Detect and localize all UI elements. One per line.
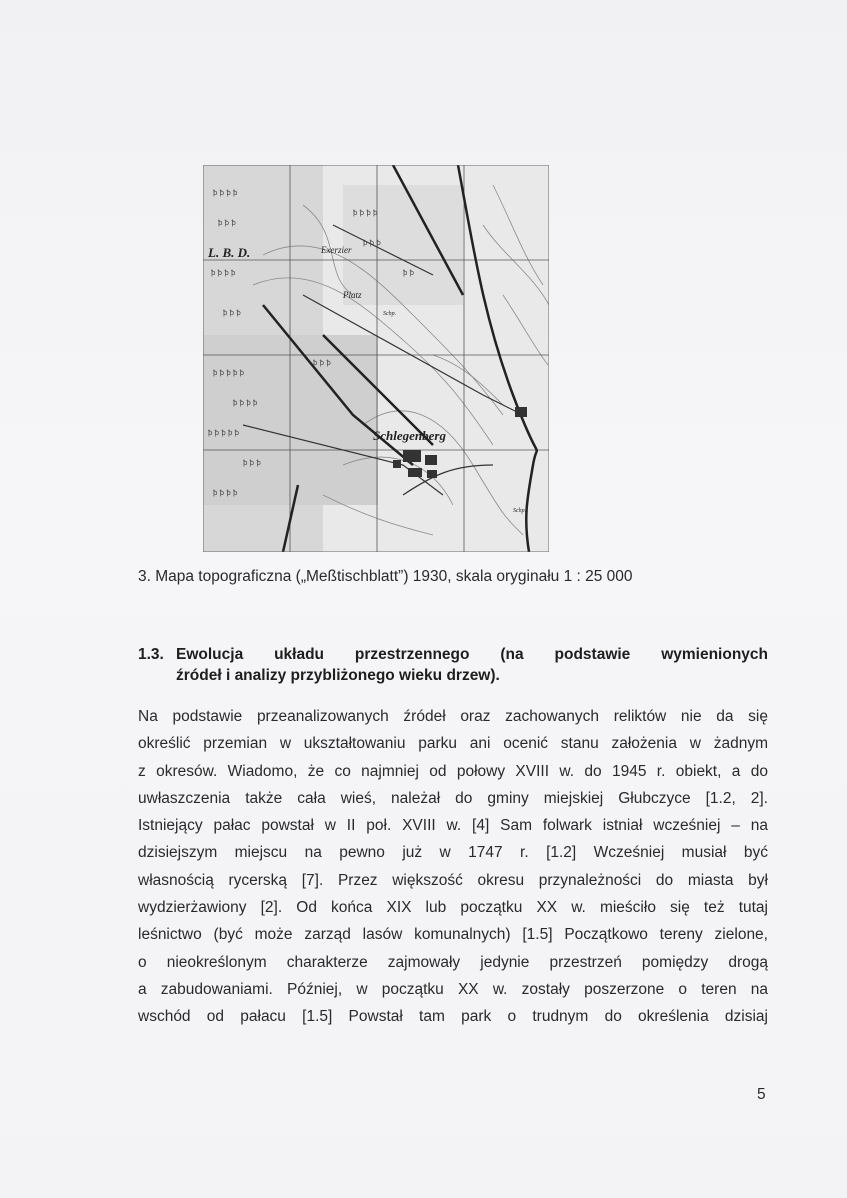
svg-text:ꝥ ꝥ ꝥ: ꝥ ꝥ ꝥ — [223, 309, 241, 317]
svg-text:ꝥ ꝥ ꝥ ꝥ: ꝥ ꝥ ꝥ ꝥ — [213, 489, 238, 497]
svg-text:ꝥ ꝥ ꝥ ꝥ: ꝥ ꝥ ꝥ ꝥ — [211, 269, 236, 277]
svg-text:ꝥ ꝥ ꝥ ꝥ ꝥ: ꝥ ꝥ ꝥ ꝥ ꝥ — [213, 369, 245, 377]
svg-text:ꝥ ꝥ ꝥ: ꝥ ꝥ ꝥ — [313, 359, 331, 367]
svg-text:Schlegenberg: Schlegenberg — [373, 428, 446, 443]
section-title — [176, 644, 768, 686]
svg-text:Schp.: Schp. — [383, 311, 397, 317]
body-line: Na podstawie przeanalizowanych źródeł oraz zachowanych reliktów nie da się — [138, 708, 768, 725]
section-title-line-2: źródeł i analizy przybliżonego wieku drzew). — [176, 667, 500, 684]
svg-text:ꝥ ꝥ ꝥ ꝥ ꝥ: ꝥ ꝥ ꝥ ꝥ ꝥ — [208, 429, 240, 437]
body-line: leśnictwo (być może zarząd lasów komunalnych) [1.5] Początkowo tereny zielone, — [138, 926, 768, 944]
svg-text:ꝥ ꝥ ꝥ ꝥ: ꝥ ꝥ ꝥ ꝥ — [233, 399, 258, 407]
body-line: o nieokreślonym charakterze zajmowały jedynie przestrzeń pomiędzy drogą — [138, 953, 768, 971]
section-number: 1.3. — [138, 646, 164, 663]
body-line: dzisiejszym miejscu na pewno już w 1747 r. [1.2] Wcześniej musiał być — [138, 844, 768, 862]
figure-caption: 3. Mapa topograficzna („Meßtischblatt”) 1930, skala oryginału 1 : 25 000 — [138, 568, 633, 585]
body-line: wydzierżawiony [2]. Od końca XIX lub początku XX w. mieściło się też tutaj — [138, 899, 768, 917]
body-line: własnością rycerską [7]. Przez większość okresu przynależności do miasta był — [138, 871, 768, 889]
body-line: a zabudowaniami. Później, w początku XX w. zostały poszerzone o teren na — [138, 980, 768, 998]
page-number: 5 — [757, 1086, 766, 1103]
svg-text:ꝥ ꝥ ꝥ: ꝥ ꝥ ꝥ — [243, 459, 261, 467]
svg-text:Schp.: Schp. — [513, 508, 527, 514]
body-line: wschód od pałacu [1.5] Powstał tam park o trudnym do określenia dzisiaj — [138, 1008, 768, 1026]
body-line: z okresów. Wiadomo, że co najmniej od połowy XVIII w. do 1945 r. obiekt, a do — [138, 762, 768, 780]
section-title-line-1: Ewolucja układu przestrzennego (na podstawie wymienionych — [176, 646, 768, 663]
svg-text:ꝥ ꝥ: ꝥ ꝥ — [403, 269, 415, 277]
svg-text:Exerzier: Exerzier — [321, 245, 352, 255]
svg-text:ꝥ ꝥ ꝥ ꝥ: ꝥ ꝥ ꝥ ꝥ — [353, 209, 378, 217]
body-line: określić przemian w ukształtowaniu parku ani ocenić stanu założenia w żadnym — [138, 735, 768, 753]
svg-text:ꝥ ꝥ ꝥ ꝥ: ꝥ ꝥ ꝥ ꝥ — [213, 189, 238, 197]
svg-text:Platz: Platz — [343, 290, 362, 300]
body-line: uwłaszczenia także cała wieś, należał do gminy miejskiej Głubczyce [1.2, 2]. — [138, 789, 768, 807]
svg-text:ꝥ ꝥ ꝥ: ꝥ ꝥ ꝥ — [363, 239, 381, 247]
svg-text:L. B. D.: L. B. D. — [208, 245, 251, 260]
body-paragraph — [138, 703, 768, 1031]
body-line: Istniejący pałac powstał w II poł. XVIII w. [4] Sam folwark istniał wcześniej – na — [138, 817, 768, 835]
topographic-map-image — [203, 165, 549, 552]
section-heading — [138, 644, 768, 686]
svg-text:ꝥ ꝥ ꝥ: ꝥ ꝥ ꝥ — [218, 219, 236, 227]
